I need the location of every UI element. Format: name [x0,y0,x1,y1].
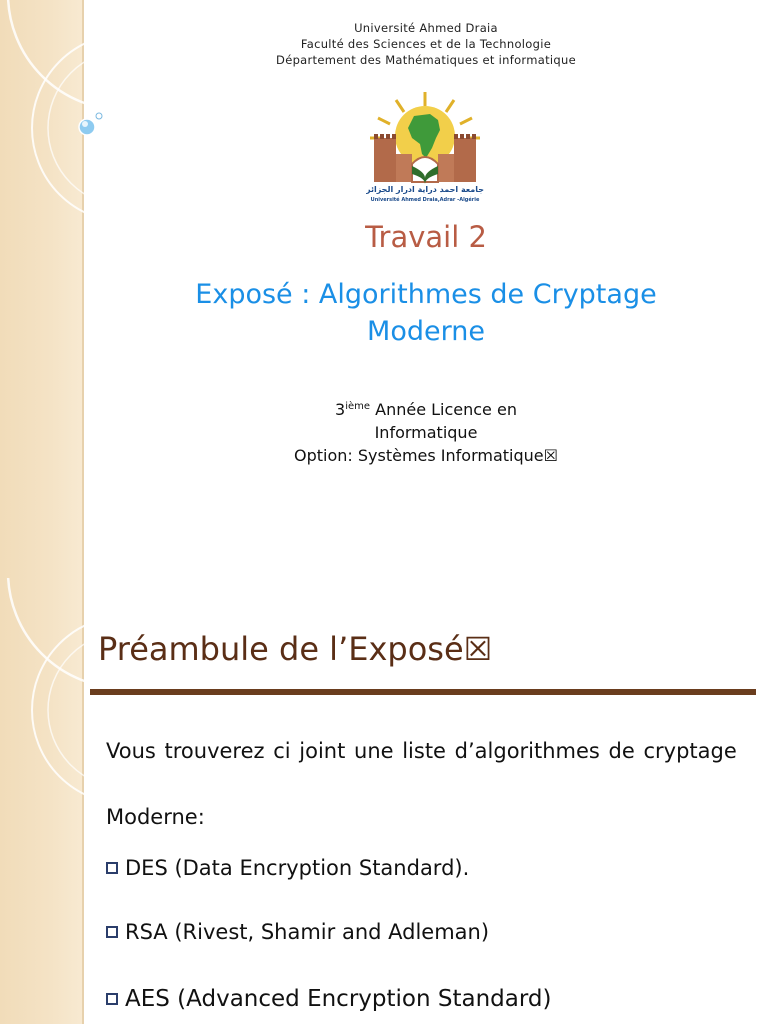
intro-paragraph: Vous trouverez ci joint une liste d’algorithmes de cryptage Moderne: [106,739,737,829]
university-header [84,20,768,68]
preamble-slide [0,578,768,1024]
svg-text:Université Ahmed Draia,Adrar -: Université Ahmed Draia,Adrar -Algérie [370,197,480,203]
university-name: Université Ahmed Draia [354,21,498,35]
year-info [84,395,768,467]
year-line: 3ième Année Licence en [335,400,517,419]
expose-title-line1: Exposé : Algorithmes de Cryptage [195,279,657,310]
travail-heading: Travail 2 [365,220,487,254]
expose-title-line2: Moderne [367,316,485,347]
list-item: DES (Data Encryption Standard). [106,856,469,880]
slide-title: Préambule de l’Exposé☒ [98,630,493,668]
informatique-line: Informatique [374,423,478,442]
faculty-name: Faculté des Sciences et de la Technologie [300,37,552,51]
checkbox-bullet-icon [106,862,118,874]
checkbox-bullet-icon [106,926,118,938]
option-line: Option: Systèmes Informatique☒ [294,446,558,465]
list-item: RSA (Rivest, Shamir and Adleman) [106,920,489,944]
checkbox-bullet-icon [106,993,118,1005]
department-name: Département des Mathématiques et informatique [276,53,576,67]
expose-title [84,276,768,350]
university-emblem-icon [366,88,484,204]
list-item: AES (Advanced Encryption Standard) [106,986,551,1012]
title-divider [90,689,756,695]
svg-text:جامعة احمد دراية ادرار الجزائر: جامعة احمد دراية ادرار الجزائر [366,185,484,194]
